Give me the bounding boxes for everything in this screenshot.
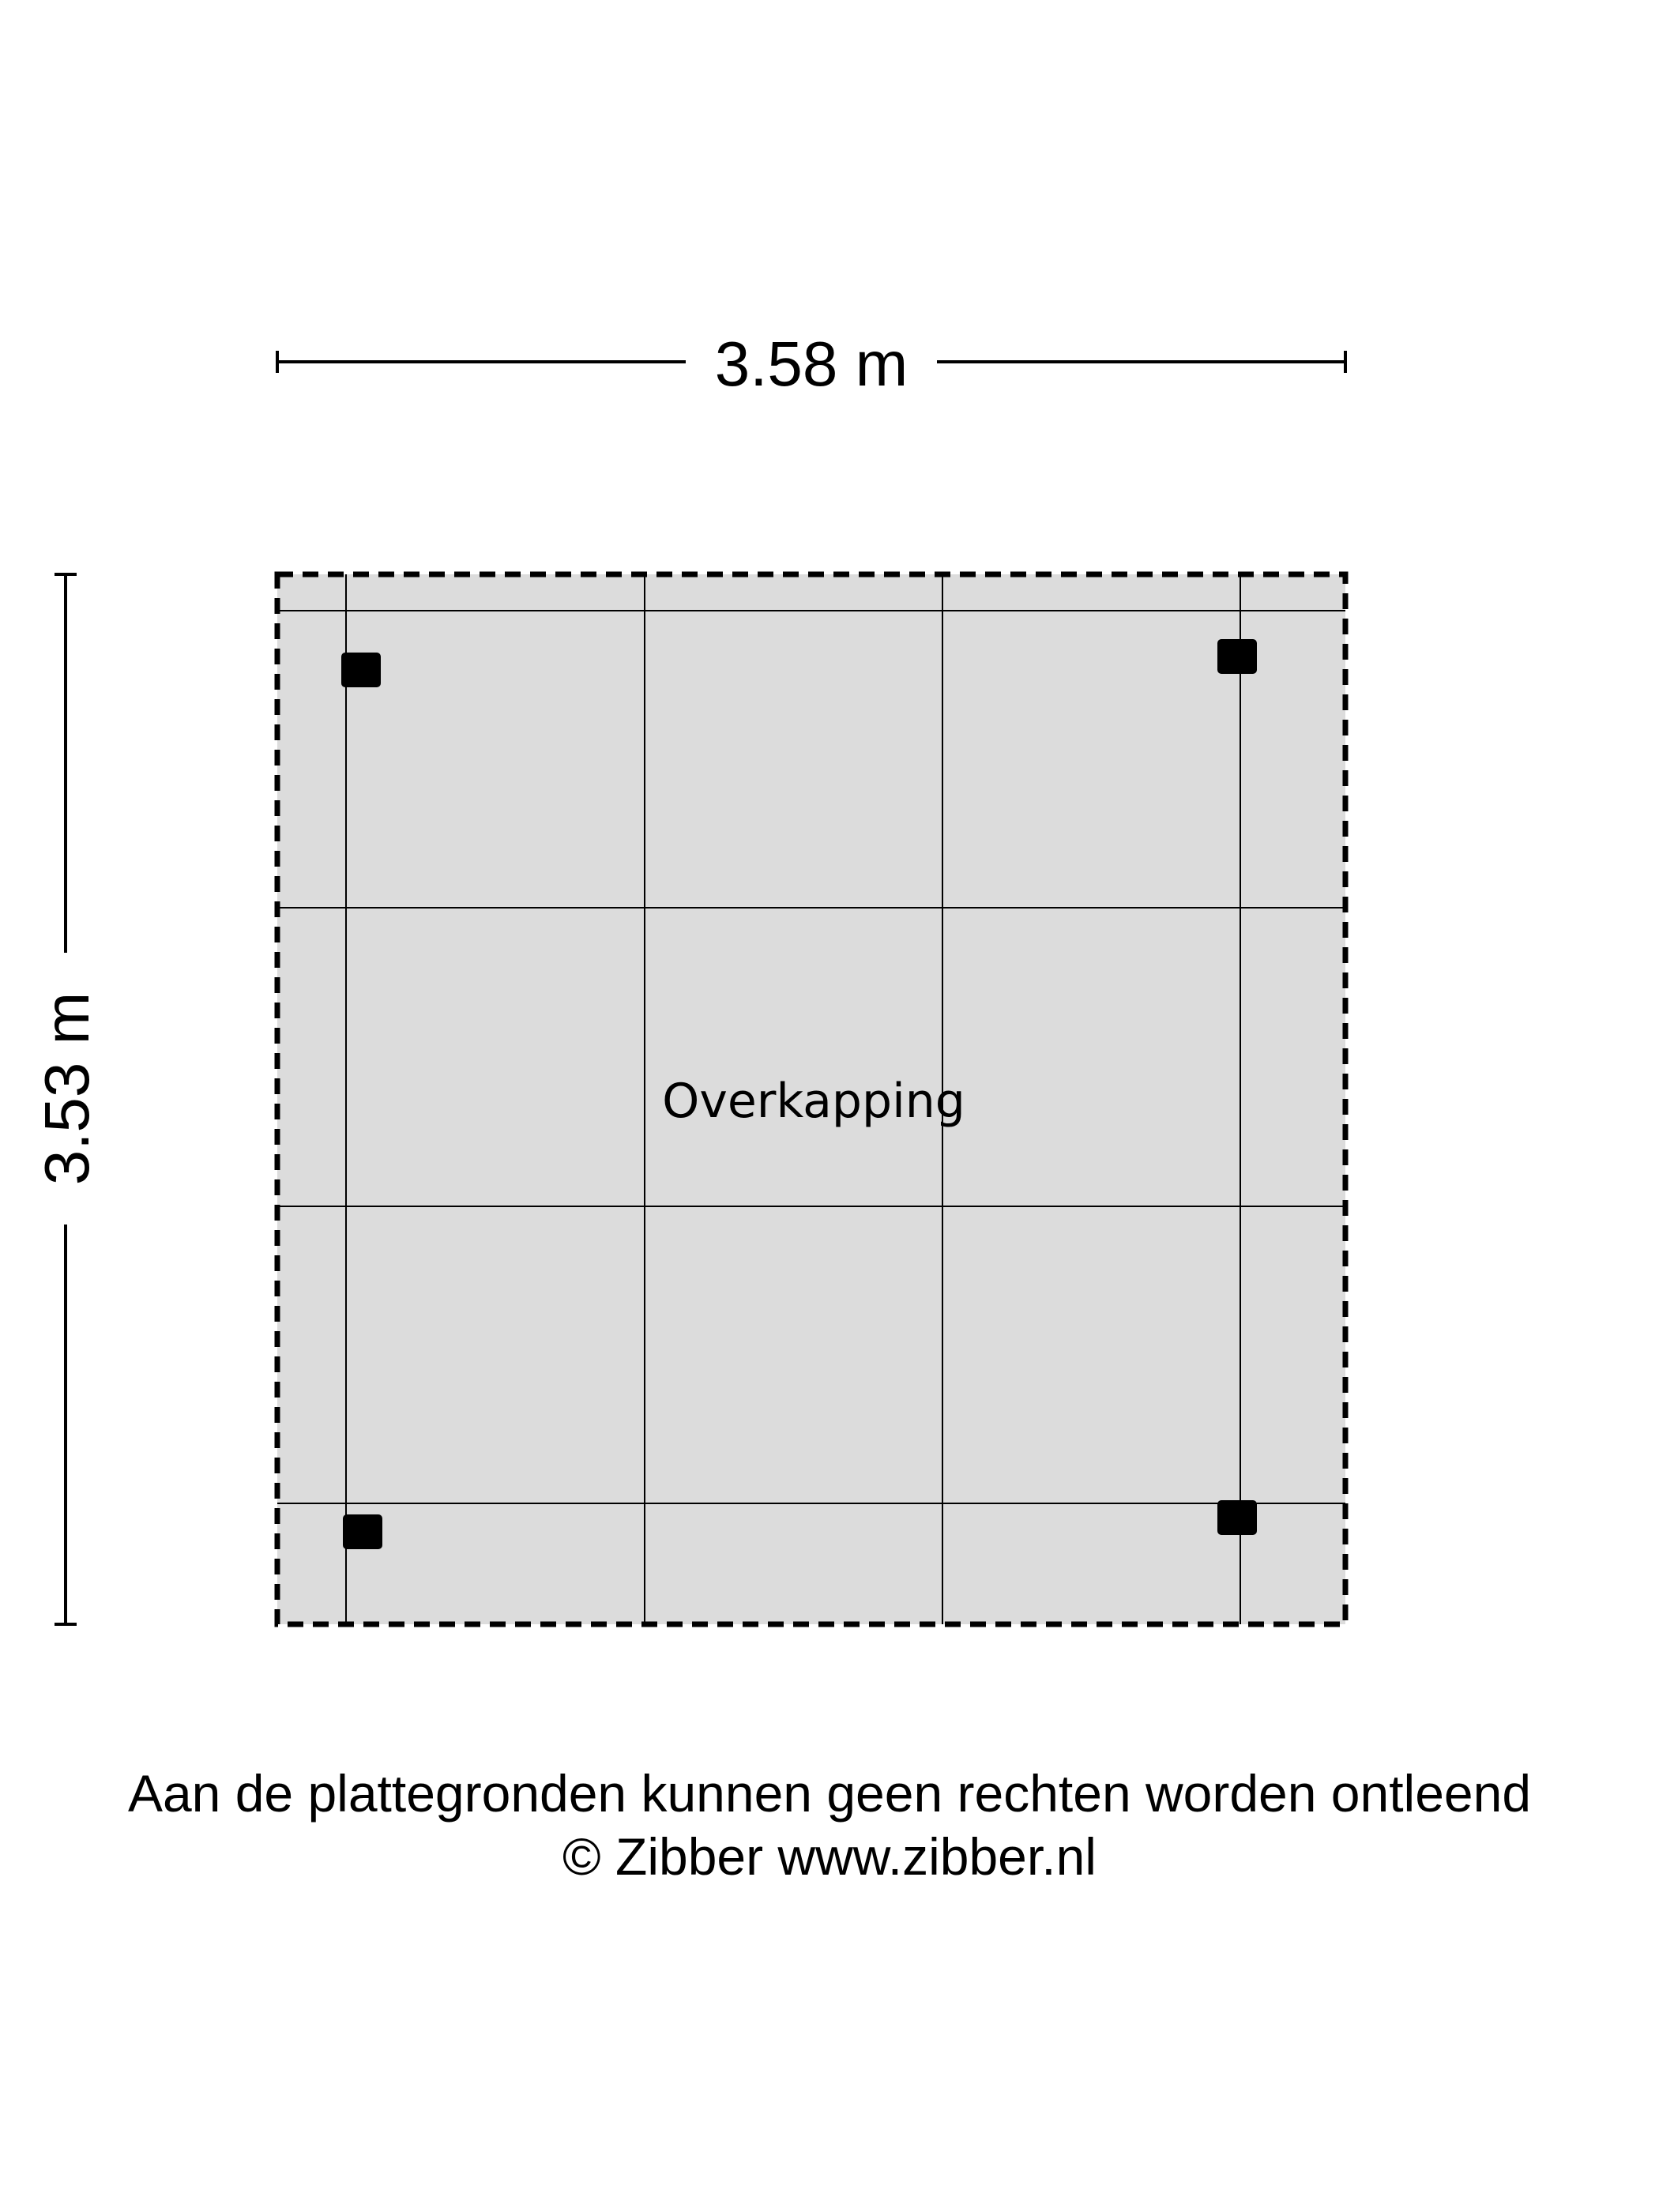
post-top-right — [1217, 639, 1257, 674]
post-top-left — [341, 653, 381, 687]
post-bottom-right — [1217, 1500, 1257, 1535]
width-dimension — [277, 329, 1345, 399]
depth-dimension-label: 3.53 m — [32, 991, 102, 1186]
depth-dimension — [32, 574, 102, 1624]
post-bottom-left — [343, 1514, 382, 1549]
width-dimension-label: 3.58 m — [714, 329, 908, 399]
overkapping-area — [277, 574, 1345, 1624]
copyright-text: © Zibber www.zibber.nl — [562, 1827, 1097, 1886]
room-label: Overkapping — [662, 1074, 965, 1129]
disclaimer-text: Aan de plattegronden kunnen geen rechten worden ontleend — [127, 1764, 1532, 1823]
